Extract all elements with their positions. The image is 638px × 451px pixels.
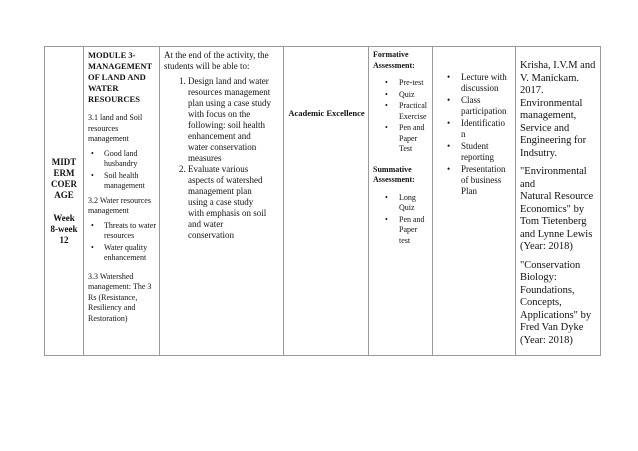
list-item: • Good land husbandry — [88, 149, 156, 170]
section-3-3-heading: 3.3 Watershed management: The 3 Rs (Resistance, Resiliency and Restoration) — [88, 271, 152, 323]
list-item: • Long Quiz — [373, 193, 429, 214]
table-row — [45, 47, 601, 356]
week-range: Week 8-week 12 — [50, 212, 78, 245]
reference-item: "Environmental and Natural Resource Economics" by Tom Tietenberg and Lynne Lewis (Year: 2018) — [520, 166, 594, 252]
course-plan-table — [44, 46, 601, 356]
list-item: • Quiz — [373, 90, 429, 101]
list-item: • Threats to water resources — [88, 221, 156, 242]
module-cell — [84, 47, 160, 356]
summative-heading: Summative Assessment: — [373, 164, 415, 184]
list-item: 2. Evaluate various aspects of watershed management plan using a case study with emphasis on soil and water conservation — [188, 164, 280, 241]
reference-item: "Conservation Biology: Foundations, Concepts, Applications" by Fred Van Dyke (Year: 2018) — [520, 259, 592, 346]
list-item: • Pen and Paper test — [373, 215, 429, 247]
list-item: • Presentation of business Plan — [437, 164, 512, 197]
list-item: • Pen and Paper Test — [373, 123, 429, 155]
activities-list — [437, 72, 512, 197]
outcomes-list — [164, 76, 280, 241]
list-item: • Soil health management — [88, 171, 156, 192]
learning-outcomes-cell — [160, 47, 284, 356]
assessment-cell — [369, 47, 433, 356]
list-item: • Lecture with discussion — [437, 72, 512, 94]
summative-list — [373, 193, 429, 247]
week-cell — [45, 47, 84, 356]
section-3-2-heading: 3.2 Water resources management — [88, 195, 151, 215]
outcomes-intro: At the end of the activity, the students will be able to: — [164, 50, 269, 71]
list-item: • Practical Exercise — [373, 101, 429, 122]
list-item: 1. Design land and water resources management plan using a case study with focus on the following: soil health enhancement and water conservation measures — [188, 76, 280, 164]
list-item: • Identificatio n — [437, 118, 512, 140]
section-3-1-heading: 3.1 land and Soil resources management — [88, 113, 143, 143]
list-item: • Pre-test — [373, 78, 429, 89]
list-item: • Class participation — [437, 95, 512, 117]
list-item: • Water quality enhancement — [88, 243, 156, 264]
references-cell — [516, 47, 601, 356]
activities-cell — [433, 47, 516, 356]
section-3-2-topics — [88, 221, 156, 264]
section-3-1-topics — [88, 149, 156, 192]
core-values-cell — [284, 47, 369, 356]
formative-heading: Formative Assessment: — [373, 50, 415, 70]
formative-list — [373, 78, 429, 155]
core-value-text: Academic Excellence — [288, 108, 365, 118]
reference-item: Krisha, I.V.M and V. Manickam. 2017. Environmental management, Service and Engineering for Indsutry. — [520, 60, 596, 159]
list-item: • Student reporting — [437, 141, 512, 163]
week-label: MIDT ERM COER AGE — [50, 156, 77, 200]
module-title: MODULE 3- MANAGEMENT OF LAND AND WATER RESOURCES — [88, 50, 153, 104]
